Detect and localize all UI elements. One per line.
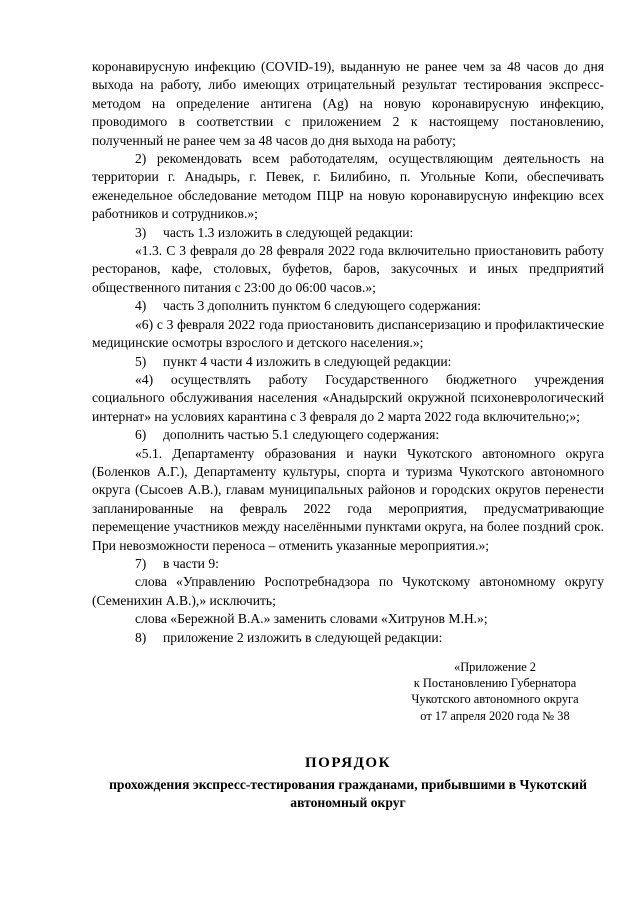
item-text: часть 1.3 изложить в следующей редакции: [163, 224, 414, 240]
item-number: 6) [135, 427, 147, 443]
paragraph-covid-certificate: коронавирусную инфекцию (COVID-19), выданную не ранее чем за 48 часов до дня выхода на работу, либо имеющих отрицательный результат тестирования экспресс-методом на определение антигена (Ag) на новую коронавирусную инфекцию, проводимого в соответствии с приложением 2 к настоящему постановлению, полученный не ранее чем за 48 часов до дня выхода на работу; [92, 59, 604, 148]
item-number: 3) [135, 224, 147, 240]
paragraph-item-6 [92, 426, 604, 444]
paragraph-item-5 [92, 353, 604, 371]
paragraph-words-replaced: слова «Бережной В.А.» заменить словами «Хитрунов М.Н.»; [135, 611, 488, 627]
appendix-line-4: от 17 апреля 2020 года № 38 [420, 708, 570, 723]
item-text: в части 9: [163, 555, 219, 571]
appendix-line-2: к Постановлению Губернатора [413, 676, 577, 691]
item-number: 5) [135, 353, 147, 369]
paragraph-quote-1-3: «1.3. С 3 февраля до 28 февраля 2022 года включительно приостановить работу ресторанов, кафе, столовых, буфетов, баров, закусочных и иных предприятий общественного питания с 23:00 до 06:00 часов.»; [92, 243, 604, 295]
paragraph-item-8 [92, 629, 604, 647]
appendix-header [395, 659, 595, 724]
paragraph-words-excluded: слова «Управлению Роспотребнадзора по Чукотскому автономному округу (Семенихин А.В.),» исключить; [92, 574, 604, 608]
appendix-line-3: Чукотского автономного округа [411, 692, 579, 707]
appendix-line-1: «Приложение 2 [454, 660, 536, 674]
item-text: приложение 2 изложить в следующей редакции: [163, 629, 443, 645]
paragraph-item-4 [92, 297, 604, 315]
item-number: 7) [135, 555, 147, 571]
document-subtitle: прохождения экспресс-тестирования гражданами, прибывшими в Чукотский автономный округ [109, 776, 587, 810]
item-number: 8) [135, 629, 147, 645]
item-number: 4) [135, 298, 147, 314]
paragraph-quote-4: «4) осуществлять работу Государственного бюджетного учреждения социального обслуживания населения «Анадырский окружной психоневрологический интернат» на условиях карантина с 3 февраля до 2 марта 2022 года включительно;»; [92, 371, 604, 424]
document-page [92, 58, 604, 812]
paragraph-item-7 [92, 555, 604, 573]
item-text: дополнить частью 5.1 следующего содержания: [163, 427, 440, 443]
paragraph-item-3 [92, 224, 604, 242]
item-text: пункт 4 части 4 изложить в следующей редакции: [163, 353, 452, 369]
paragraph-item-2: 2) рекомендовать всем работодателям, осуществляющим деятельность на территории г. Анадырь, г. Певек, г. Билибино, п. Угольные Копи, обеспечивать еженедельное обследование методом ПЦР на новую коронавирусную инфекцию всех работников и сотрудников.»; [92, 151, 604, 222]
paragraph-quote-5-1: «5.1. Департаменту образования и науки Чукотского автономного округа (Боленков А.Г.), Департаменту культуры, спорта и туризма Чукотского автономного округа (Сысоев А.В.), главам муниципальных районов и городских округов перенести запланированные на февраль 2022 года мероприятия, предусматривающие перемещение участников между населёнными пунктами округа, на более поздний срок. При невозможности переноса – отменить указанные мероприятия.»; [92, 445, 604, 553]
document-title: ПОРЯДОК [305, 754, 391, 771]
paragraph-quote-6: «6) с 3 февраля 2022 года приостановить диспансеризацию и профилактические медицинские осмотры взрослого и детского населения.»; [92, 316, 604, 351]
item-text: часть 3 дополнить пунктом 6 следующего содержания: [163, 298, 482, 314]
